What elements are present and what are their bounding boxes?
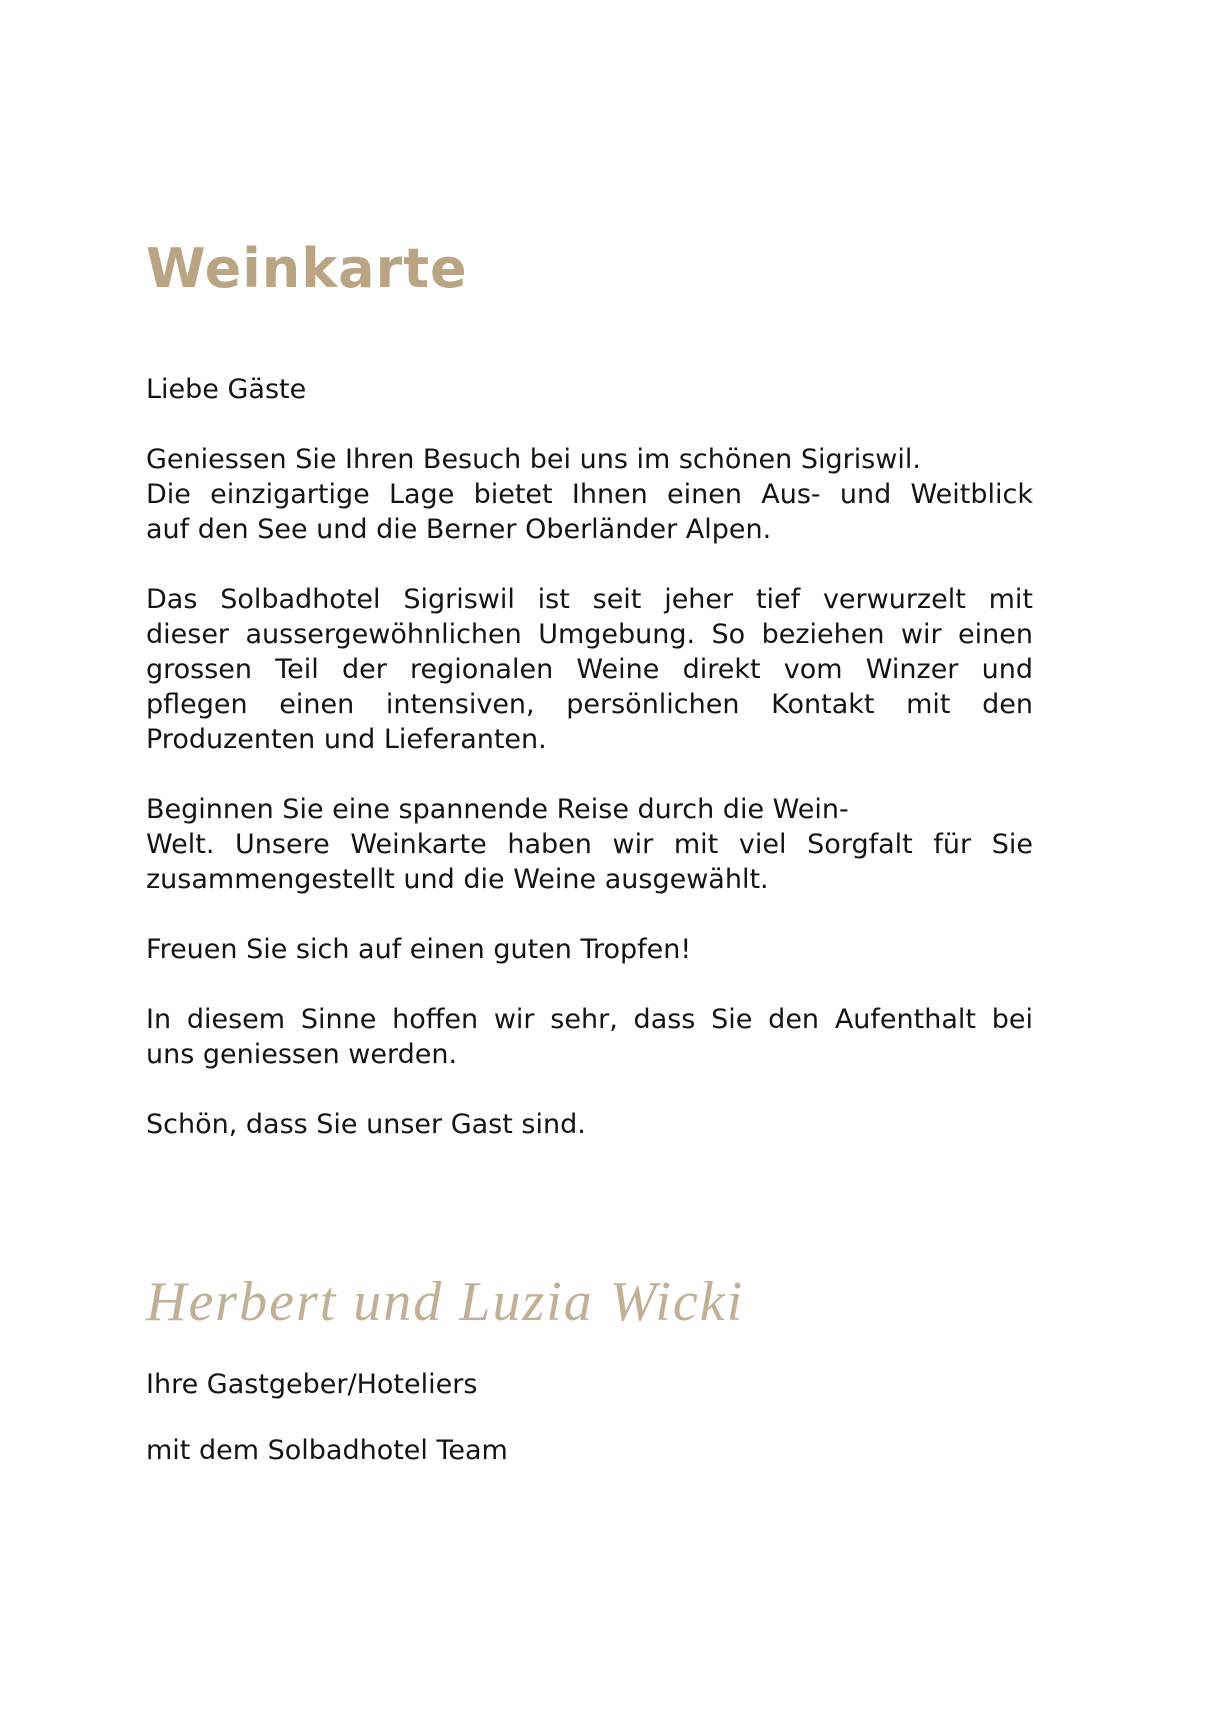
paragraph-line: Schön, dass Sie unser Gast sind. [146, 1109, 586, 1140]
paragraph-line: grossen Teil der regionalen Weine direkt vom Winzer und [146, 654, 1033, 685]
paragraph-line: Beginnen Sie eine spannende Reise durch die Wein- [146, 794, 849, 825]
body-paragraphs [146, 442, 1033, 1142]
paragraph-line: zusammengestellt und die Weine ausgewählt. [146, 864, 769, 895]
paragraph [146, 792, 1033, 897]
paragraph-line: uns geniessen werden. [146, 1039, 458, 1070]
closing-line-hosts: Ihre Gastgeber/Hoteliers [146, 1369, 478, 1400]
paragraph [146, 1002, 1033, 1072]
paragraph-line: Produzenten und Lieferanten. [146, 724, 547, 755]
paragraph [146, 1107, 1033, 1142]
salutation: Liebe Gäste [146, 374, 307, 405]
paragraph-line: Das Solbadhotel Sigriswil ist seit jeher tief verwurzelt mit [146, 584, 1033, 615]
paragraph-line: Freuen Sie sich auf einen guten Tropfen! [146, 934, 692, 965]
paragraph-line: pflegen einen intensiven, persönlichen Kontakt mit den [146, 689, 1033, 720]
page-title: Weinkarte [146, 237, 468, 300]
paragraph [146, 582, 1033, 757]
paragraph-line: Welt. Unsere Weinkarte haben wir mit viel Sorgfalt für Sie [146, 829, 1033, 860]
closing-line-team: mit dem Solbadhotel Team [146, 1435, 508, 1466]
paragraph-line: Die einzigartige Lage bietet Ihnen einen Aus- und Weitblick [146, 479, 1033, 510]
paragraph [146, 442, 1033, 547]
paragraph [146, 932, 1033, 967]
signature: Herbert und Luzia Wicki [146, 1271, 745, 1333]
paragraph-line: Geniessen Sie Ihren Besuch bei uns im schönen Sigriswil. [146, 444, 921, 475]
paragraph-line: In diesem Sinne hoffen wir sehr, dass Sie den Aufenthalt bei [146, 1004, 1033, 1035]
document-body [146, 372, 1033, 1142]
paragraph-line: auf den See und die Berner Oberländer Alpen. [146, 514, 772, 545]
paragraph-line: dieser aussergewöhnlichen Umgebung. So beziehen wir einen [146, 619, 1033, 650]
